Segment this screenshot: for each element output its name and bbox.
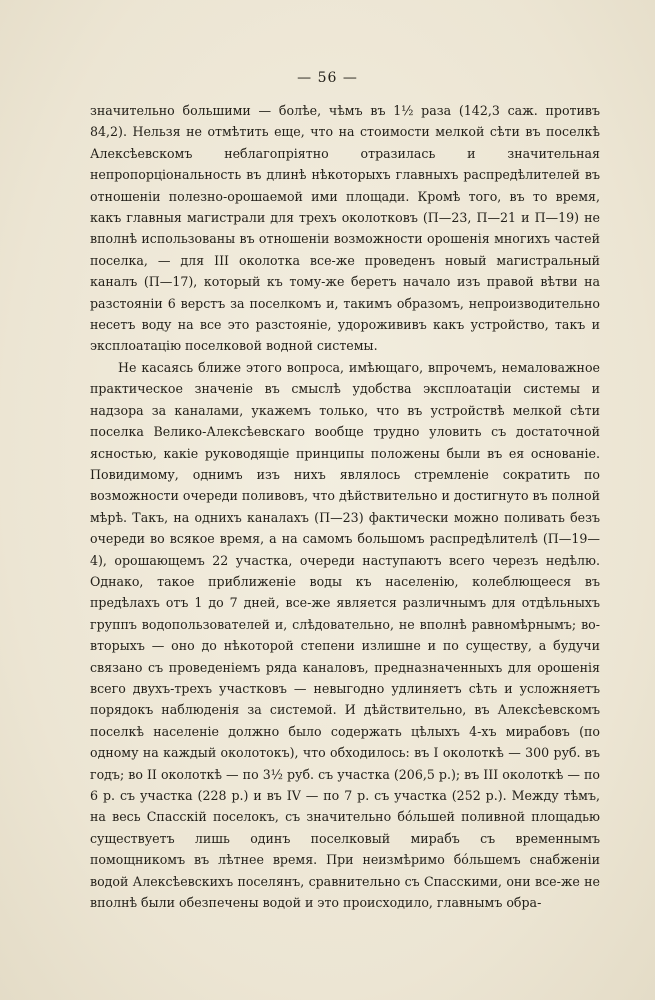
page-number: — 56 — [297,70,358,86]
paragraph-1: значительно большими — болѣе, чѣмъ въ 1½ раза (142,3 саж. противъ 84,2). Нельзя не отмѣтить еще, что на стоимости мелкой сѣти въ поселкѣ Алексѣевскомъ неблагопріятно отразилась и значительная непропорціональность въ длинѣ нѣкоторыхъ главныхъ распредѣлителей въ отношеніи полезно-орошаемой ими площади. Кромѣ того, въ то время, какъ главныя магистрали для трехъ околотковъ (П—23, П—21 и П—19) не вполнѣ использованы въ отношеніи возможности орошенія многихъ частей поселка, — для III околотка все-же проведенъ новый магистральный каналъ (П—17), который къ тому-же беретъ начало изъ правой вѣтви на разстояніи 6 верстъ за поселкомъ и, такимъ образомъ, непроизводительно несетъ воду на все это разстояніе, удорожививъ какъ устройство, такъ и эксплоатацію поселковой водной системы. [90,103,600,354]
paragraph-2: Не касаясь ближе этого вопроса, имѣющаго, впрочемъ, немаловажное практическое значеніе въ смыслѣ удобства эксплоатаціи системы и надзора за каналами, укажемъ только, что въ устройствѣ мелкой сѣти поселка Велико-Алексѣевскаго вообще трудно уловить съ достаточной ясностью, какіе руководящіе принципы положены были въ ея основаніе. Повидимому, однимъ изъ нихъ являлось стремленіе сократить по возможности очереди поливовъ, что дѣйствительно и достигнуто въ полной мѣрѣ. Такъ, на однихъ каналахъ (П—23) фактически можно поливать безъ очереди во всякое время, а на самомъ большомъ распредѣлителѣ (П—19—4), орошающемъ 22 участка, очереди наступаютъ всего черезъ недѣлю. Однако, такое приближеніе воды къ населенію, колеблющееся въ предѣлахъ отъ 1 до 7 дней, все-же является различнымъ для отдѣльныхъ группъ водопользователей и, слѣдовательно, не вполнѣ равномѣрнымъ; во-вторыхъ — оно до нѣкоторой степени излишне и по существу, а будучи связано съ проведеніемъ ряда каналовъ, предназначенныхъ для орошенія всего двухъ-трехъ участковъ — невыгодно удлиняетъ сѣть и усложняетъ порядокъ наблюденія за системой. И дѣйствительно, въ Алексѣевскомъ поселкѣ населеніе должно было содержать цѣлыхъ 4-хъ мирабовъ (по одному на каждый околотокъ), что обходилось: въ I околоткѣ — 300 руб. въ годъ; во II околоткѣ — по 3½ руб. съ участка (206,5 р.); въ III околоткѣ — по 6 р. съ участка (228 р.) и въ IV — по 7 р. съ участка (252 р.). Между тѣмъ, на весь Спасскій поселокъ, съ значительно бóльшей поливной площадью существуетъ лишь одинъ поселковый мирабъ съ временнымъ помощникомъ въ лѣтнее время. При неизмѣримо бóльшемъ снабженіи водой Алексѣевскихъ поселянъ, сравнительно съ Спасскими, они все-же не вполнѣ были обезпечены водой и это происходило, главнымъ обра- [90,359,601,911]
text-body [90,100,600,913]
